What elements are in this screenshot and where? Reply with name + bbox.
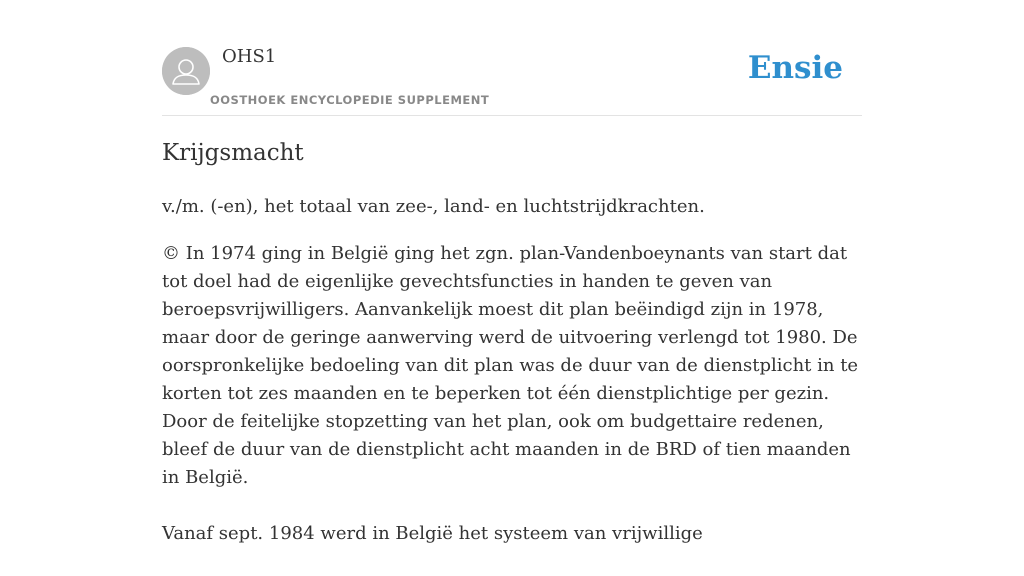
- header: [162, 0, 862, 116]
- article-definition: v./m. (-en), het totaal van zee-, land- en luchtstrijdkrachten.: [162, 196, 705, 217]
- avatar[interactable]: [162, 47, 210, 95]
- source-name[interactable]: OHS1: [222, 46, 277, 67]
- source-subtitle: OOSTHOEK ENCYCLOPEDIE SUPPLEMENT: [210, 93, 490, 107]
- article-paragraph: © In 1974 ging in België ging het zgn. plan-Vandenboeynants van start dat tot doel had de eigenlijke gevechtsfuncties in handen te geven van beroepsvrijwilligers. Aanvankelijk moest dit plan beëindigd zijn in 1978, maar door de geringe aanwerving werd de uitvoering verlengd tot 1980. De oorspronkelijke bedoeling van dit plan was de duur van de dienstplicht in te korten tot zes maanden en te beperken tot één dienstplichtige per gezin. Door de feitelijke stopzetting van het plan, ook om budgettaire redenen, bleef de duur van de dienstplicht acht maanden in de BRD of tien maanden in België.: [162, 243, 859, 488]
- user-icon: [162, 47, 210, 95]
- article-paragraph: Vanaf sept. 1984 werd in België het systeem van vrijwillige: [162, 523, 703, 544]
- page: [162, 0, 862, 544]
- article-body: [162, 240, 862, 576]
- article-title: Krijgsmacht: [162, 140, 304, 166]
- brand-logo-link[interactable]: Ensie: [747, 50, 843, 86]
